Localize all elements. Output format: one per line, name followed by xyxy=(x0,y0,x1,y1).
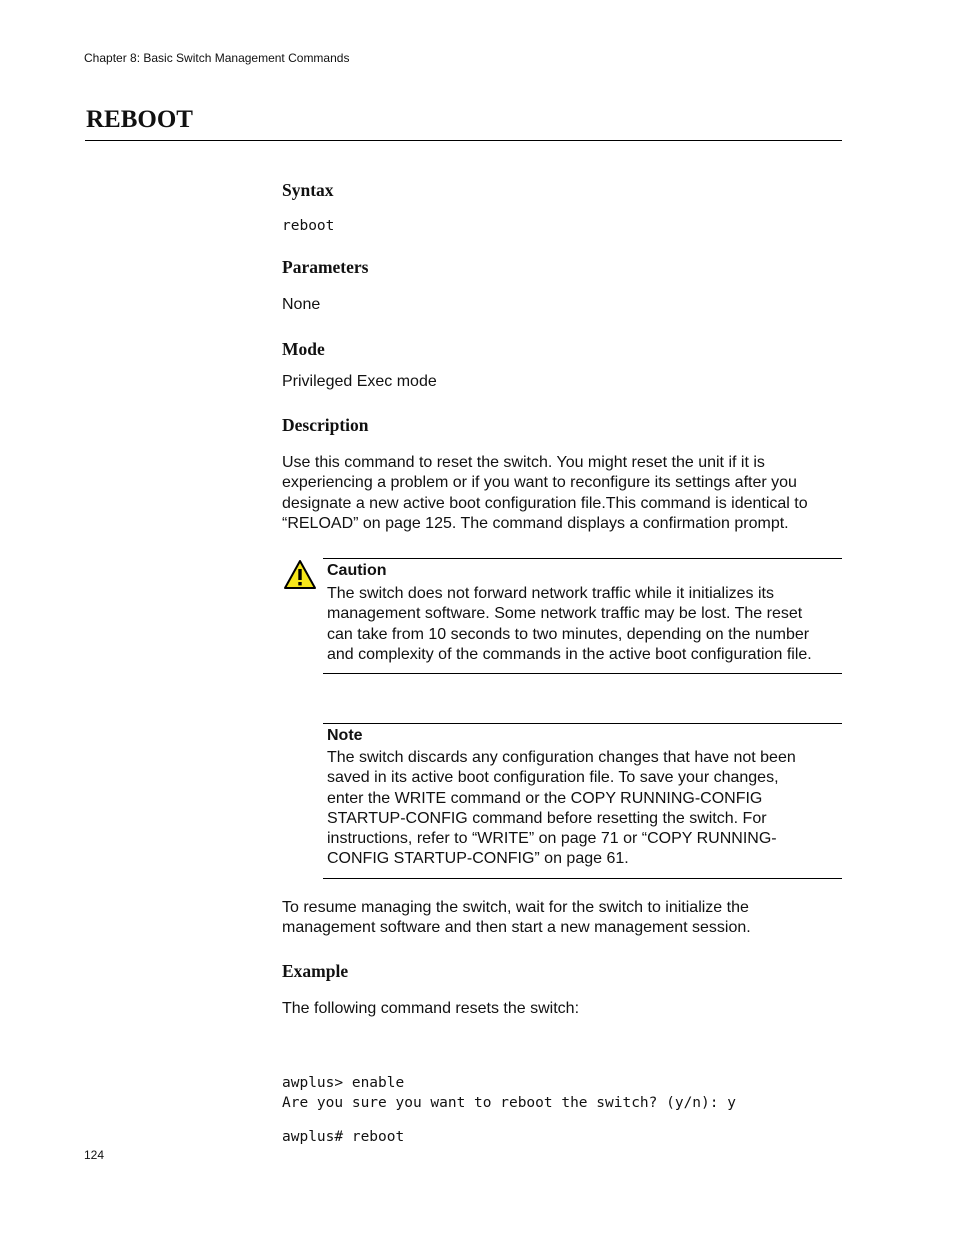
caution-title: Caution xyxy=(327,562,387,579)
example-prompt: Are you sure you want to reboot the switch? (y/n): y xyxy=(282,1095,736,1111)
caution-line: and complexity of the commands in the active boot configuration file. xyxy=(327,645,812,663)
note-line: STARTUP-CONFIG command before resetting the switch. For xyxy=(327,809,767,827)
note-line: The switch discards any configuration changes that have not been xyxy=(327,749,796,766)
caution-line: The switch does not forward network traffic while it initializes its xyxy=(327,585,774,602)
note-line: saved in its active boot configuration file. To save your changes, xyxy=(327,769,779,787)
note-line: instructions, refer to “WRITE” on page 71 or “COPY RUNNING- xyxy=(327,830,777,848)
syntax-code: reboot xyxy=(282,218,335,234)
parameters-heading: Parameters xyxy=(282,257,369,277)
caution-bottom-rule xyxy=(323,673,842,674)
resume-line: management software and then start a new management session. xyxy=(282,919,751,937)
mode-text: Privileged Exec mode xyxy=(282,373,437,390)
note-bottom-rule xyxy=(323,878,842,879)
note-line: CONFIG STARTUP-CONFIG” on page 61. xyxy=(327,850,629,868)
caution-text xyxy=(327,584,847,665)
caution-line: can take from 10 seconds to two minutes, depending on the number xyxy=(327,625,810,643)
description-line: “RELOAD” on page 125. The command displays a confirmation prompt. xyxy=(282,514,789,532)
page-title: REBOOT xyxy=(86,106,193,133)
description-text xyxy=(282,453,808,534)
example-intro: The following command resets the switch: xyxy=(282,1000,580,1017)
resume-line: To resume managing the switch, wait for the switch to initialize the xyxy=(282,899,749,916)
description-line: designate a new active boot configuration file.This command is identical to xyxy=(282,494,808,512)
example-code-line: awplus> enable xyxy=(282,1075,405,1091)
page-number: 124 xyxy=(84,1148,105,1162)
description-line: experiencing a problem or if you want to reconfigure its settings after you xyxy=(282,474,797,492)
example-heading: Example xyxy=(282,961,349,981)
mode-heading: Mode xyxy=(282,339,325,359)
note-text xyxy=(327,748,847,870)
note-top-rule xyxy=(323,723,842,724)
resume-text xyxy=(282,898,751,939)
caution-top-rule xyxy=(323,558,842,559)
example-code-line: awplus# reboot xyxy=(282,1129,405,1145)
note-line: enter the WRITE command or the COPY RUNNING-CONFIG xyxy=(327,789,763,807)
syntax-heading: Syntax xyxy=(282,180,334,200)
warning-triangle-icon xyxy=(283,559,317,590)
title-rule xyxy=(85,140,842,141)
note-title: Note xyxy=(327,727,363,744)
caution-line: management software. Some network traffic may be lost. The reset xyxy=(327,605,803,623)
parameters-text: None xyxy=(282,296,321,313)
running-header: Chapter 8: Basic Switch Management Commands xyxy=(84,51,350,65)
description-line: Use this command to reset the switch. You might reset the unit if it is xyxy=(282,454,765,471)
description-heading: Description xyxy=(282,415,369,435)
